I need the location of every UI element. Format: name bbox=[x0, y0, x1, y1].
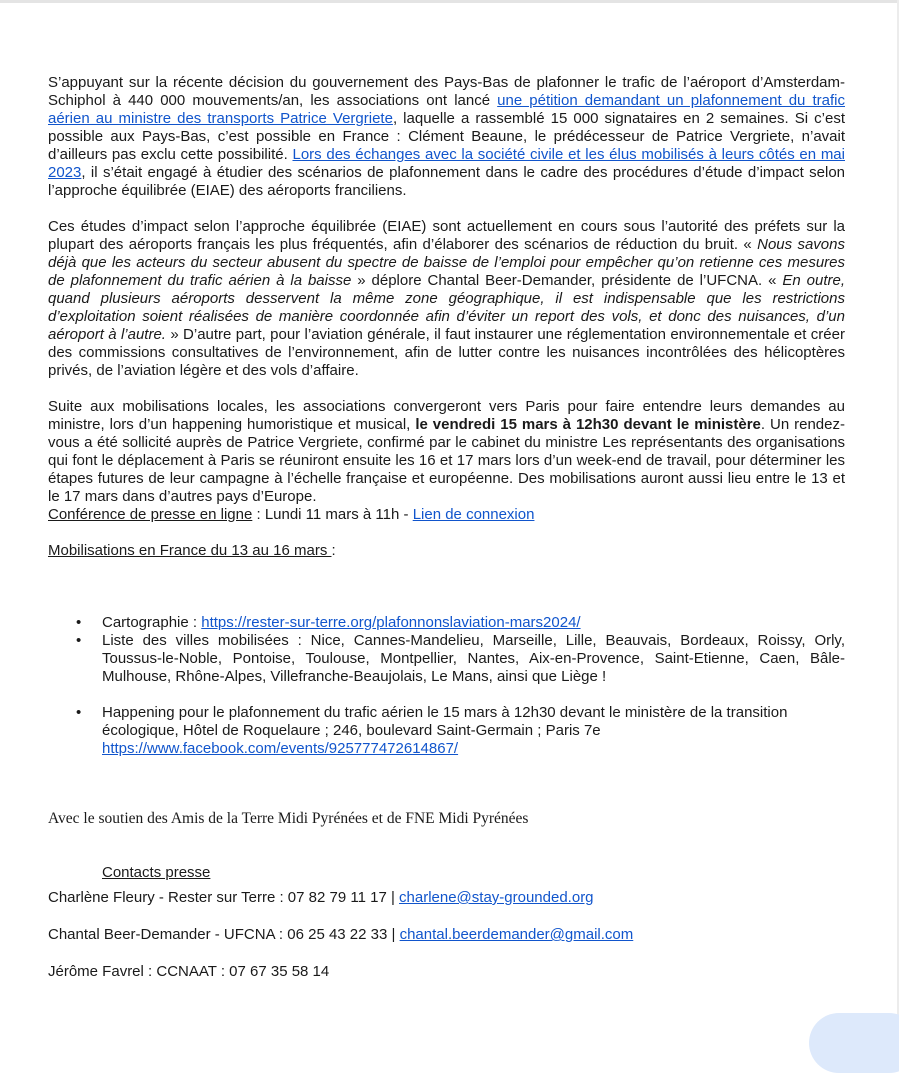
mobilisations-list bbox=[48, 614, 845, 758]
petition-link[interactable]: une pétition demandant un plafonnement du trafic aérien au ministre des transports Patrice Vergriete bbox=[48, 92, 846, 127]
support-line: Avec le soutien des Amis de la Terre Midi Pyrénées et de FNE Midi Pyrénées bbox=[48, 810, 529, 827]
facebook-event-link[interactable]: https://www.facebook.com/events/925777472614867/ bbox=[102, 740, 459, 757]
contact-jerome: Jérôme Favrel : CCNAAT : 07 67 35 58 14 bbox=[48, 963, 330, 980]
mobil-date: le vendredi 15 mars à 12h30 devant le ministère bbox=[415, 416, 761, 433]
document-body bbox=[48, 74, 845, 981]
eiae-text-2: » déplore Chantal Beer-Demander, présidente de l’UFCNA. « bbox=[351, 272, 783, 289]
contact-chantal bbox=[48, 926, 845, 944]
mobilisations-heading-text: Mobilisations en France du 13 au 16 mars bbox=[48, 542, 332, 559]
contact-chantal-email[interactable]: chantal.beerdemander@gmail.com bbox=[399, 926, 634, 943]
contact-charlene-text: Charlène Fleury - Rester sur Terre : 07 82 79 11 17 | bbox=[48, 889, 400, 906]
villes-text: Liste des villes mobilisées : Nice, Cannes-Mandelieu, Marseille, Lille, Beauvais, Bordeaux, Roissy, Orly, Toussus-le-Noble, Pontoise, Toulouse, Montpellier, Nantes, Aix-en-Provence, Saint-Etienne, Caen, Bâle-Mulhouse, Rhône-Alpes, Villefranche-Beaujolais, Le Mans, ainsi que Liège ! bbox=[102, 632, 845, 685]
paragraph-eiae bbox=[48, 218, 845, 380]
quote-2: En outre, quand plusieurs aéroports desservent la même zone géographique, il est indispensable que les restrictions d’exploitation soient réalisées de manière coordonnée afin d’éviter un report des vols, et donc des nuisances, d’un aéroport à l’autre. bbox=[48, 272, 846, 343]
paragraph-mobilisations bbox=[48, 398, 845, 506]
mobil-text-1: Suite aux mobilisations locales, les associations convergeront vers Paris pour faire entendre leurs demandes au ministre, lors d’un happening humoristique et musical, bbox=[48, 398, 845, 433]
top-border bbox=[0, 0, 899, 3]
connection-link[interactable]: Lien de connexion bbox=[412, 506, 535, 523]
petition-text-3: , il s’était engagé à étudier des scénarios de plafonnement dans le cadre des procédures d’étude d’impact selon l’approche équilibrée (EIAE) des aéroports franciliens. bbox=[48, 164, 845, 199]
contacts-heading-text: Contacts presse bbox=[102, 864, 211, 881]
contacts-heading bbox=[48, 864, 845, 882]
petition-text-1: S’appuyant sur la récente décision du gouvernement des Pays-Bas de plafonner le trafic de l’aéroport d’Amsterdam-Schiphol à 440 000 mouvements/an, les associations ont lancé bbox=[48, 74, 845, 109]
press-conference-label: Conférence de presse en ligne bbox=[48, 506, 253, 523]
paragraph-petition bbox=[48, 74, 845, 200]
mobil-text-2: . Un rendez-vous a été sollicité auprès de Patrice Vergriete, confirmé par le cabinet du ministre Les représentants des organisations qui font le déplacement à Paris se réuniront ensuite les 16 et 17 mars lors d’un week-end de travail, pour déterminer les étapes futures de leur campagne à l’échelle française et européenne. Des mobilisations auront aussi lieu entre le 13 et le 17 mars dans d’autres pays d’Europe. bbox=[48, 416, 845, 505]
list-item-cartographie bbox=[102, 614, 845, 632]
contact-charlene-email[interactable]: charlene@stay-grounded.org bbox=[399, 889, 594, 906]
cartographie-label: Cartographie : bbox=[102, 614, 202, 631]
happening-text: Happening pour le plafonnement du trafic aérien le 15 mars à 12h30 devant le ministère de la transition écologique, Hôtel de Roquelaure ; 246, boulevard Saint-Germain ; Paris 7e bbox=[102, 704, 788, 739]
petition-text-2: , laquelle a rassemblé 15 000 signataires en 2 semaines. Si c’est possible aux Pays-Bas, c’est possible en France : Clément Beaune, le prédécesseur de Patrice Vergriete, n’avait d’ailleurs pas exclu cette possibilité. bbox=[48, 110, 845, 163]
contact-charlene bbox=[48, 889, 845, 907]
echanges-link[interactable]: Lors des échanges avec la société civile et les élus mobilisés à leurs côtés en mai 2023 bbox=[48, 146, 845, 181]
contact-chantal-text: Chantal Beer-Demander - UFCNA : 06 25 43 22 33 | bbox=[48, 926, 400, 943]
press-conference-line bbox=[48, 506, 845, 524]
mobilisations-heading-colon: : bbox=[331, 542, 336, 559]
press-conference-text: : Lundi 11 mars à 11h - bbox=[252, 506, 413, 523]
quote-1: Nous savons déjà que les acteurs du secteur abusent du spectre de baisse de l’emploi pour empêcher qu’on retienne ces mesures de plafonnement du trafic aérien à la baisse bbox=[48, 236, 845, 289]
eiae-text-1: Ces études d’impact selon l’approche équilibrée (EIAE) sont actuellement en cours sous l’autorité des préfets sur la plupart des aéroports français les plus fréquentés, afin d’élaborer des scénarios de réduction du bruit. « bbox=[48, 218, 845, 253]
floating-action-button[interactable] bbox=[809, 1013, 899, 1073]
list-item-happening bbox=[102, 704, 845, 758]
eiae-text-3: » D’autre part, pour l’aviation générale, il faut instaurer une réglementation environnementale et créer des commissions consultatives de l’environnement, afin de lutter contre les nuisances incontrôlées des hélicoptères privés, de l’aviation légère et des vols d’affaire. bbox=[48, 326, 845, 379]
list-item-villes bbox=[102, 632, 845, 686]
mobilisations-heading bbox=[48, 542, 845, 560]
cartographie-link[interactable]: https://rester-sur-terre.org/plafonnonslaviation-mars2024/ bbox=[201, 614, 581, 631]
